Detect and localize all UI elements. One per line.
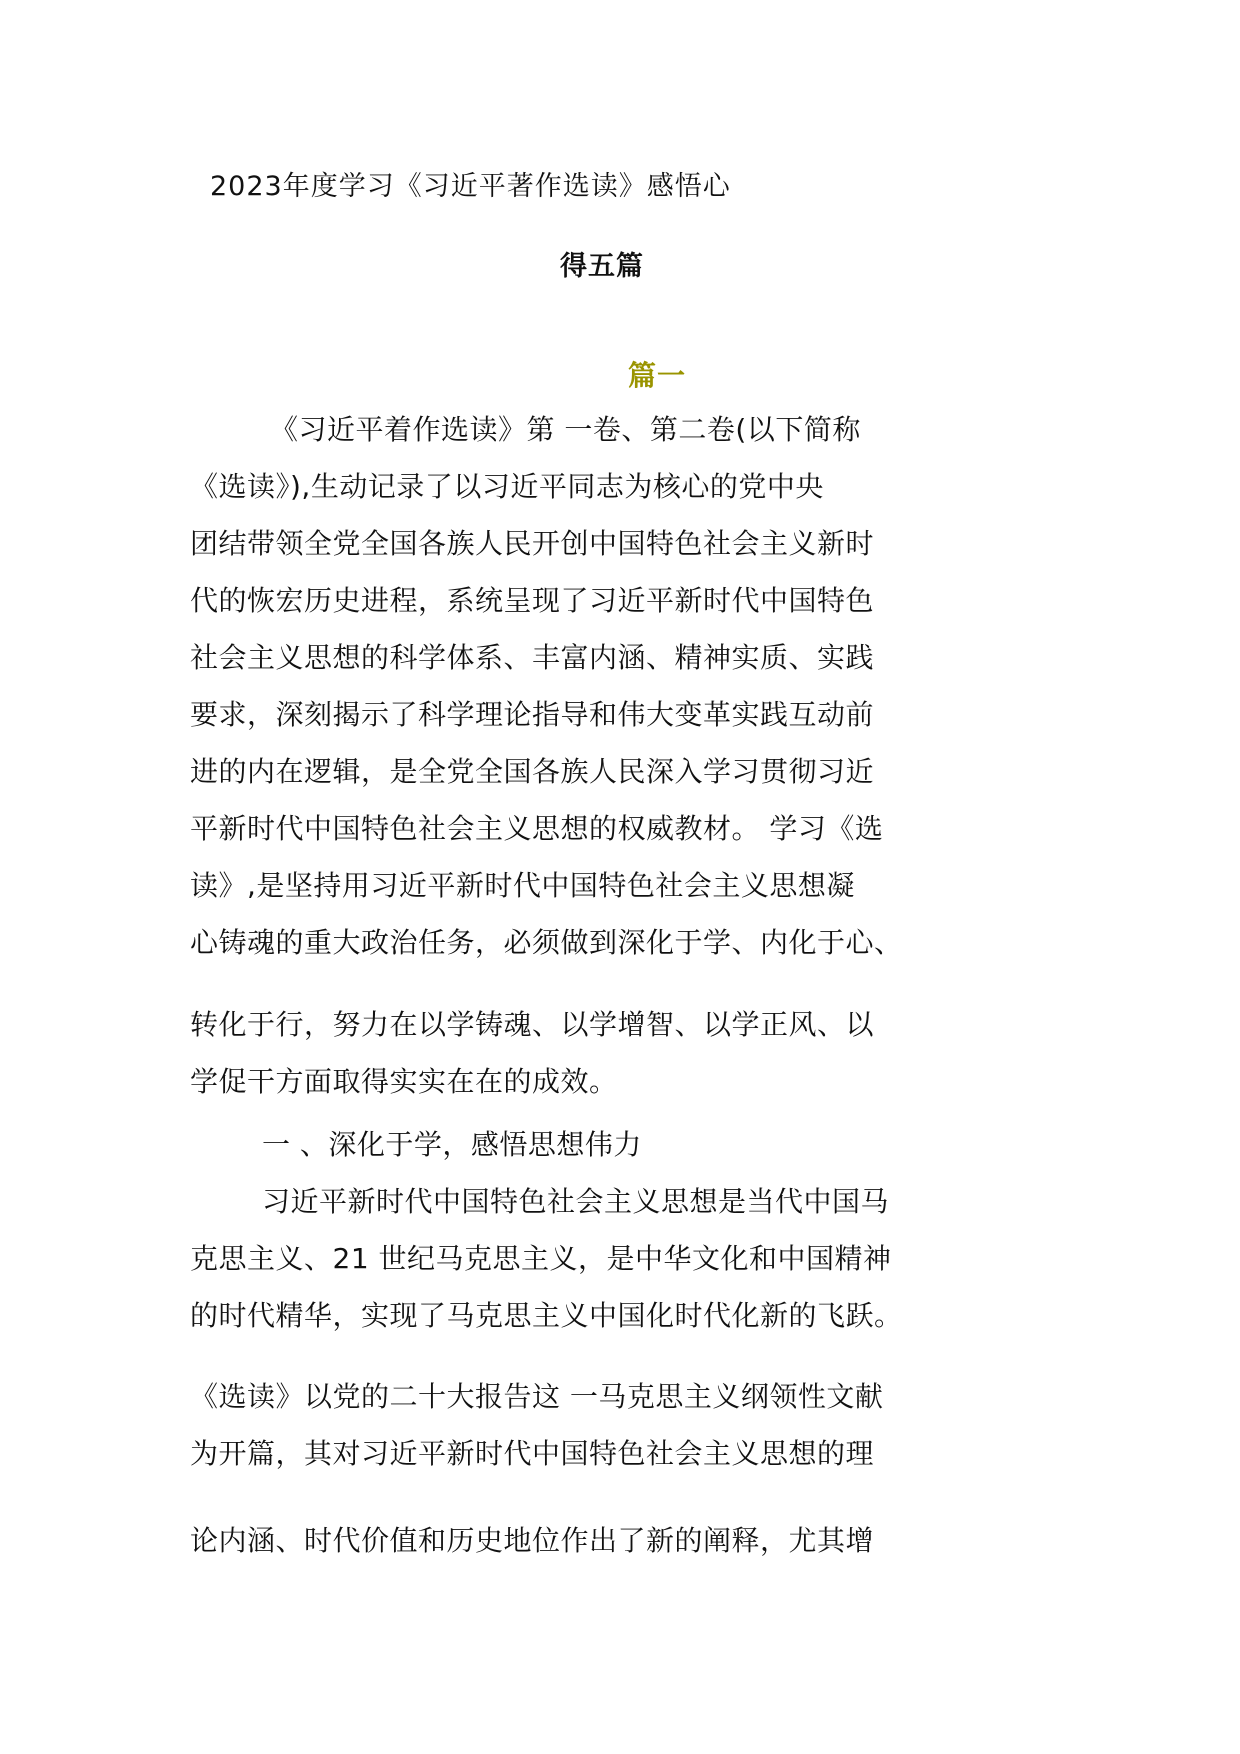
body-line: 平新时代中国特色社会主义思想的权威教材。 学习《选 xyxy=(190,812,884,845)
subsection-heading: 一 、深化于学，感悟思想伟力 xyxy=(262,1128,642,1161)
body-line: 克思主义、21 世纪马克思主义，是中华文化和中国精神 xyxy=(190,1242,892,1275)
document-title-line-1: 2023年度学习《习近平著作选读》感悟心 xyxy=(210,171,731,202)
body-line: 要求，深刻揭示了科学理论指导和伟大变革实践互动前 xyxy=(190,698,875,731)
body-line: 团结带领全党全国各族人民开创中国特色社会主义新时 xyxy=(190,527,875,560)
section-heading: 篇一 xyxy=(628,359,687,392)
body-line: 习近平新时代中国特色社会主义思想是当代中国马 xyxy=(262,1185,890,1218)
body-line: 读》,是坚持用习近平新时代中国特色社会主义思想凝 xyxy=(190,869,855,902)
body-line: 论内涵、时代价值和历史地位作出了新的阐释，尤其增 xyxy=(190,1524,875,1557)
body-line: 进的内在逻辑，是全党全国各族人民深入学习贯彻习近 xyxy=(190,755,875,788)
body-line: 为开篇，其对习近平新时代中国特色社会主义思想的理 xyxy=(190,1437,875,1470)
body-line: 心铸魂的重大政治任务，必须做到深化于学、内化于心、 xyxy=(190,926,903,959)
body-line: 社会主义思想的科学体系、丰富内涵、精神实质、实践 xyxy=(190,641,875,674)
document-title-line-2: 得五篇 xyxy=(560,251,644,282)
body-line: 代的恢宏历史进程，系统呈现了习近平新时代中国特色 xyxy=(190,584,875,617)
body-line: 学促干方面取得实实在在的成效。 xyxy=(190,1065,618,1098)
body-line: 转化于行，努力在以学铸魂、以学增智、以学正风、以 xyxy=(190,1008,875,1041)
body-line: 的时代精华，实现了马克思主义中国化时代化新的飞跃。 xyxy=(190,1299,903,1332)
body-line: 《选读》),生动记录了以习近平同志为核心的党中央 xyxy=(190,470,824,503)
body-line: 《选读》以党的二十大报告这 一马克思主义纲领性文献 xyxy=(190,1380,884,1413)
body-line: 《习近平着作选读》第 一卷、第二卷(以下简称 xyxy=(270,413,861,446)
